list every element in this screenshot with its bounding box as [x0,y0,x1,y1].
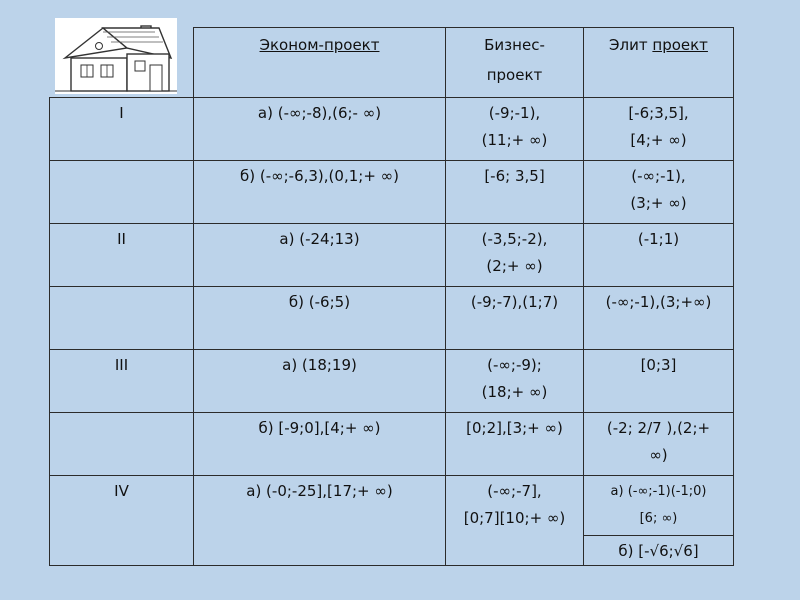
header-business-line1: Бизнес- [484,36,545,54]
business-cell [446,161,584,224]
header-row [50,28,734,98]
elite-cell-line1: (-2; 2/7 ),(2;+ [606,419,711,437]
table-row [50,350,734,413]
elite-cell: [0;3] [584,350,734,413]
elite-cell-line2: ∞) [649,446,668,464]
elite-cell-line1: (-∞;-1), [631,167,686,185]
elite-cell [584,413,734,476]
elite-cell-line1: а) (-∞;-1)(-1;0) [610,484,707,499]
business-cell [446,98,584,161]
header-business-line2: проект [486,66,543,84]
business-cell [446,224,584,287]
row-label: I [50,98,194,161]
corner-cell [50,28,194,98]
row-label: IV [50,476,194,566]
business-cell-line1: (-9;-1), [488,104,541,122]
elite-cell: (-∞;-1),(3;+∞) [584,287,734,350]
elite-cell [584,476,734,536]
business-cell-line2: (18;+ ∞) [481,383,548,401]
header-business [446,28,584,98]
econom-cell: б) [-9;0],[4;+ ∞) [194,413,446,476]
header-elite-word1: Элит [609,36,648,54]
business-cell [446,476,584,566]
elite-cell-line2: [4;+ ∞) [630,131,687,149]
business-cell-line2: (2;+ ∞) [486,257,543,275]
business-cell-line1: [-6; 3,5] [484,167,545,185]
elite-cell-line1: [-6;3,5], [628,104,689,122]
business-cell [446,350,584,413]
table-row [50,161,734,224]
row-label [50,413,194,476]
table-row [50,98,734,161]
header-elite-word2: проект [652,36,708,54]
econom-cell: а) (-24;13) [194,224,446,287]
elite-cell: (-1;1) [584,224,734,287]
elite-cell [584,161,734,224]
elite-cell [584,98,734,161]
table-row [50,476,734,536]
header-econom-label: Эконом-проект [259,36,380,54]
business-cell: [0;2],[3;+ ∞) [446,413,584,476]
business-cell-line1: (-3,5;-2), [481,230,548,248]
table-row [50,224,734,287]
business-cell: (-9;-7),(1;7) [446,287,584,350]
header-econom [194,28,446,98]
econom-cell: а) (18;19) [194,350,446,413]
elite-cell-line2: (3;+ ∞) [630,194,687,212]
table-row [50,287,734,350]
elite-cell-line2: [6; ∞) [639,511,678,526]
row-label: II [50,224,194,287]
table-row [50,413,734,476]
intervals-table [49,27,734,566]
business-cell-line1: (-∞;-7], [487,482,542,500]
econom-cell: б) (-∞;-6,3),(0,1;+ ∞) [194,161,446,224]
header-elite [584,28,734,98]
econom-cell: а) (-∞;-8),(6;- ∞) [194,98,446,161]
elite-cell-b: б) [-√6;√6] [584,536,734,566]
business-cell-line2: [0;7][10;+ ∞) [463,509,566,527]
row-label [50,161,194,224]
econom-cell: а) (-0;-25],[17;+ ∞) [194,476,446,566]
row-label [50,287,194,350]
business-cell-line2: (11;+ ∞) [481,131,548,149]
econom-cell: б) (-6;5) [194,287,446,350]
business-cell-line1: (-∞;-9); [487,356,542,374]
row-label: III [50,350,194,413]
